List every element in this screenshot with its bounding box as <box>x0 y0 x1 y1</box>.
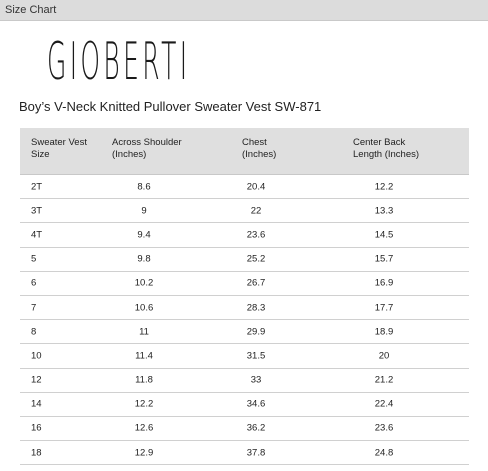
cell-size: 4T <box>31 229 43 241</box>
cell-center-back-length: 17.7 <box>374 302 394 314</box>
cell-size: 18 <box>31 447 42 459</box>
cell-center-back-length: 13.3 <box>374 205 394 217</box>
cell-across-shoulder: 8.6 <box>137 181 151 193</box>
cell-size: 8 <box>31 326 37 338</box>
header-size: Sweater Vest Size <box>31 137 87 160</box>
cell-size: 3T <box>31 205 43 217</box>
cell-center-back-length: 15.7 <box>374 253 394 265</box>
top-bar <box>0 0 488 21</box>
cell-chest: 31.5 <box>246 350 266 362</box>
cell-center-back-length: 14.5 <box>374 229 394 241</box>
cell-chest: 25.2 <box>246 253 266 265</box>
cell-chest: 33 <box>250 374 262 386</box>
cell-across-shoulder: 12.2 <box>134 398 154 410</box>
table-row <box>20 393 469 417</box>
cell-size: 5 <box>31 253 37 265</box>
table-row <box>20 199 469 223</box>
table-row <box>20 344 469 368</box>
cell-across-shoulder: 12.6 <box>134 422 154 434</box>
cell-across-shoulder: 12.9 <box>134 447 154 459</box>
cell-across-shoulder: 10.6 <box>134 302 154 314</box>
cell-across-shoulder: 9 <box>141 205 147 217</box>
size-chart-label: Size Chart <box>5 4 57 16</box>
cell-size: 6 <box>31 277 37 289</box>
table-row <box>20 369 469 393</box>
cell-size: 14 <box>31 398 42 410</box>
table-row <box>20 248 469 272</box>
cell-center-back-length: 18.9 <box>374 326 394 338</box>
cell-chest: 29.9 <box>246 326 266 338</box>
cell-size: 16 <box>31 422 42 434</box>
header-center-back-length: Center Back Length (Inches) <box>353 137 420 160</box>
cell-center-back-length: 12.2 <box>374 181 394 193</box>
size-table <box>20 128 469 465</box>
table-row <box>20 175 469 199</box>
cell-across-shoulder: 9.4 <box>137 229 151 241</box>
cell-size: 10 <box>31 350 42 362</box>
cell-across-shoulder: 10.2 <box>134 277 154 289</box>
cell-center-back-length: 16.9 <box>374 277 394 289</box>
header-chest: Chest (Inches) <box>242 137 277 160</box>
cell-across-shoulder: 11 <box>139 326 149 338</box>
cell-across-shoulder: 9.8 <box>137 253 151 265</box>
cell-size: 12 <box>31 374 42 386</box>
cell-chest: 37.8 <box>246 447 266 459</box>
cell-chest: 20.4 <box>246 181 266 193</box>
cell-chest: 23.6 <box>246 229 266 241</box>
cell-center-back-length: 24.8 <box>374 447 394 459</box>
table-row <box>20 417 469 441</box>
cell-across-shoulder: 11.8 <box>135 374 153 386</box>
table-body <box>20 175 469 465</box>
product-title: Boy’s V-Neck Knitted Pullover Sweater Vest SW-871 <box>19 99 322 114</box>
cell-chest: 36.2 <box>246 422 266 434</box>
cell-chest: 34.6 <box>246 398 266 410</box>
cell-size: 7 <box>31 302 37 314</box>
brand-logo: GIOBERTI <box>47 32 191 92</box>
table-header <box>20 128 469 175</box>
cell-chest: 22 <box>250 205 262 217</box>
cell-center-back-length: 20 <box>378 350 390 362</box>
table-row <box>20 320 469 344</box>
table-row <box>20 223 469 247</box>
cell-center-back-length: 21.2 <box>374 374 394 386</box>
cell-center-back-length: 22.4 <box>374 398 394 410</box>
cell-across-shoulder: 11.4 <box>135 350 153 362</box>
cell-chest: 28.3 <box>246 302 266 314</box>
cell-size: 2T <box>31 181 43 193</box>
table-row <box>20 296 469 320</box>
header-across-shoulder: Across Shoulder (Inches) <box>112 137 182 160</box>
cell-center-back-length: 23.6 <box>374 422 394 434</box>
table-row <box>20 441 469 465</box>
table-row <box>20 272 469 296</box>
cell-chest: 26.7 <box>246 277 266 289</box>
